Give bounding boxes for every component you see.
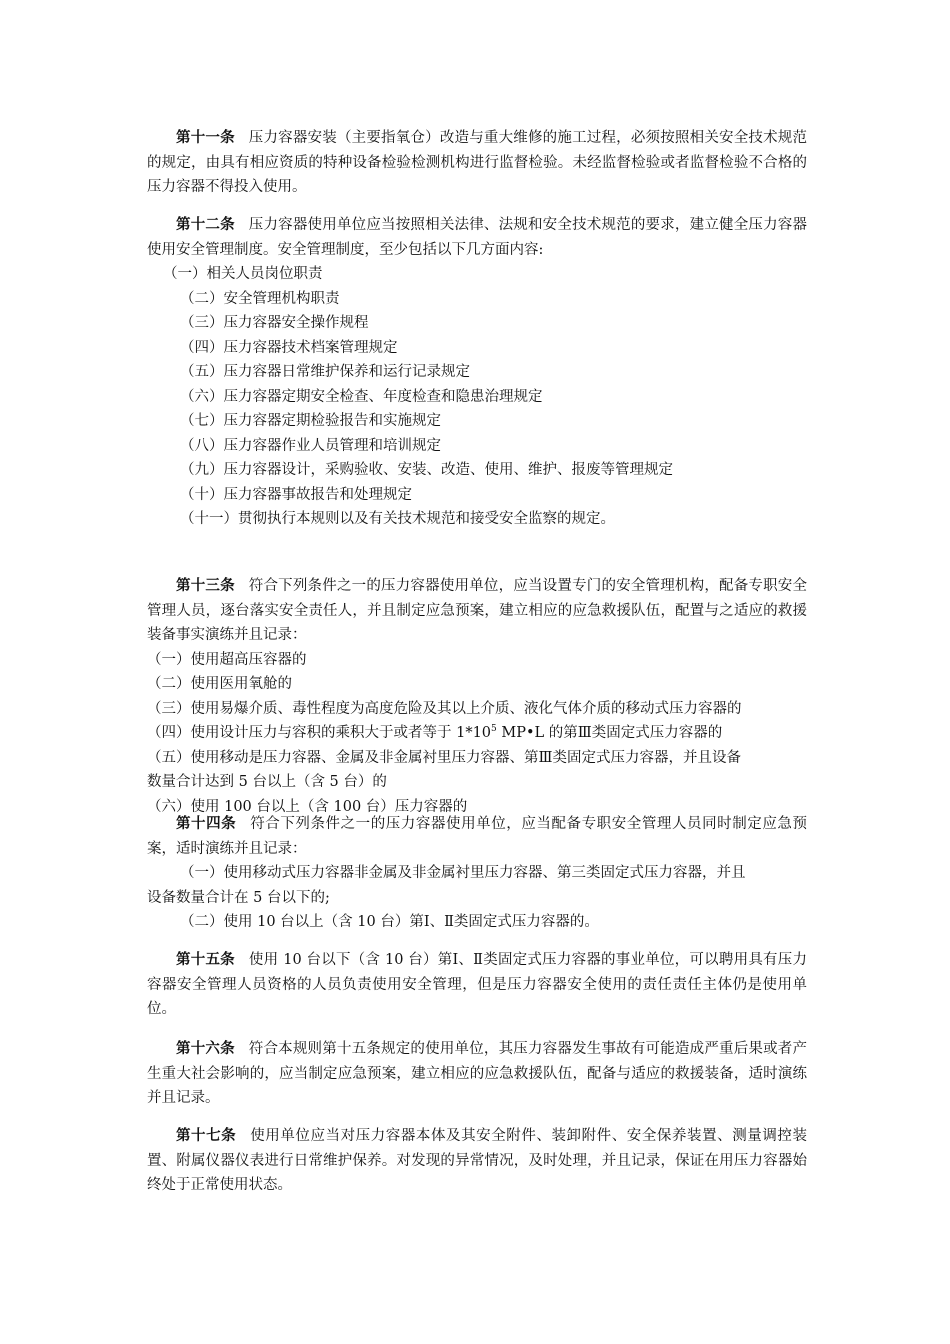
list-item: （四）压力容器技术档案管理规定: [180, 339, 398, 356]
list-item-continuation: 设备数量合计在 5 台以下的;: [147, 889, 330, 906]
article-number: 第十四条: [176, 815, 237, 832]
list-item: （八）压力容器作业人员管理和培训规定: [180, 437, 441, 454]
exponent: 5: [491, 724, 497, 735]
list-item: （二）使用 10 台以上（含 10 台）第Ⅰ、Ⅱ类固定式压力容器的。: [180, 914, 599, 930]
list-item: （二）安全管理机构职责: [180, 290, 340, 307]
list-item: （一）使用超高压容器的: [147, 651, 307, 668]
article-number: 第十五条: [176, 951, 235, 968]
article-paragraph: [147, 574, 807, 648]
article-text: 压力容器使用单位应当按照相关法律、法规和安全技术规范的要求，建立健全压力容器使用安全管理制度。安全管理制度，至少包括以下几方面内容:: [147, 217, 807, 258]
article-13: [147, 574, 807, 819]
list-item: （五）压力容器日常维护保养和运行记录规定: [180, 364, 470, 380]
list-item: （三）压力容器安全操作规程: [180, 315, 369, 331]
article-paragraph: [147, 213, 807, 262]
list-item: （一）使用移动式压力容器非金属及非金属衬里压力容器、第三类固定式压力容器，并且: [180, 865, 746, 881]
article-14: [147, 812, 807, 935]
list-item-continuation: 数量合计达到 5 台以上（含 5 台）的: [147, 774, 387, 790]
article-11: [147, 126, 807, 200]
list-item-text: （四）使用设计压力与容积的乘积大于或者等于 1*10: [147, 725, 492, 741]
article-15: [147, 948, 807, 1022]
list-item: （二）使用医用氧舱的: [147, 676, 292, 692]
article-text: 使用单位应当对压力容器本体及其安全附件、装卸附件、安全保养装置、测量调控装置、附属仪器仪表进行日常维护保养。对发现的异常情况，及时处理，并且记录，保证在用压力容器始终处于正常使用状态。: [147, 1128, 807, 1193]
article-text: 符合本规则第十五条规定的使用单位，其压力容器发生事故有可能造成严重后果或者产生重大社会影响的，应当制定应急预案，建立相应的应急救援队伍，配备与适应的救援装备，适时演练并且记录。: [147, 1041, 807, 1106]
list-item: （十）压力容器事故报告和处理规定: [180, 486, 412, 503]
list-item: （五）使用移动是压力容器、金属及非金属衬里压力容器、第Ⅲ类固定式压力容器，并且设备: [147, 749, 741, 766]
article-number: 第十三条: [176, 577, 235, 594]
article-text: 压力容器安装（主要指氧仓）改造与重大维修的施工过程，必须按照相关安全技术规范的规定，由具有相应资质的特种设备检验检测机构进行监督检验。未经监督检验或者监督检验不合格的压力容器不得投入使用。: [147, 130, 807, 195]
article-paragraph: [147, 1037, 807, 1111]
list-item: （三）使用易爆介质、毒性程度为高度危险及其以上介质、液化气体介质的移动式压力容器的: [147, 700, 742, 717]
list-item: （十一）贯彻执行本规则以及有关技术规范和接受安全监察的规定。: [180, 511, 615, 527]
article-17: [147, 1124, 807, 1198]
list-item: （六）使用 100 台以上（含 100 台）压力容器的: [147, 798, 468, 815]
list-item: （一）相关人员岗位职责: [163, 266, 323, 282]
article-number: 第十六条: [176, 1040, 235, 1057]
article-paragraph: [147, 948, 807, 1022]
article-text: 符合下列条件之一的压力容器使用单位，应当配备专职安全管理人员同时制定应急预案，适时演练并且记录：: [147, 816, 807, 857]
article-paragraph: [147, 126, 807, 200]
article-number: 第十七条: [176, 1127, 237, 1144]
article-text: 符合下列条件之一的压力容器使用单位，应当设置专门的安全管理机构，配备专职安全管理人员，逐台落实安全责任人，并且制定应急预案，建立相应的应急救援队伍，配置与之适应的救援装备事实演练并且记录：: [147, 578, 807, 643]
article-paragraph: [147, 812, 807, 861]
article-number: 第十二条: [176, 216, 235, 233]
article-number: 第十一条: [176, 129, 235, 146]
article-paragraph: [147, 1124, 807, 1198]
list-item: （九）压力容器设计，采购验收、安装、改造、使用、维护、报废等管理规定: [180, 462, 673, 478]
article-12: [147, 213, 807, 532]
list-item: （七）压力容器定期检验报告和实施规定: [180, 413, 441, 429]
list-item-text: MP•L 的第Ⅲ类固定式压力容器的: [496, 725, 723, 741]
list-item: [147, 721, 807, 746]
article-text: 使用 10 台以下（含 10 台）第Ⅰ、Ⅱ类固定式压力容器的事业单位，可以聘用具有压力容器安全管理人员资格的人员负责使用安全管理，但是压力容器安全使用的责任责任主体仍是使用单位。: [147, 952, 808, 1017]
article-16: [147, 1037, 807, 1111]
list-item: （六）压力容器定期安全检查、年度检查和隐患治理规定: [180, 388, 543, 405]
